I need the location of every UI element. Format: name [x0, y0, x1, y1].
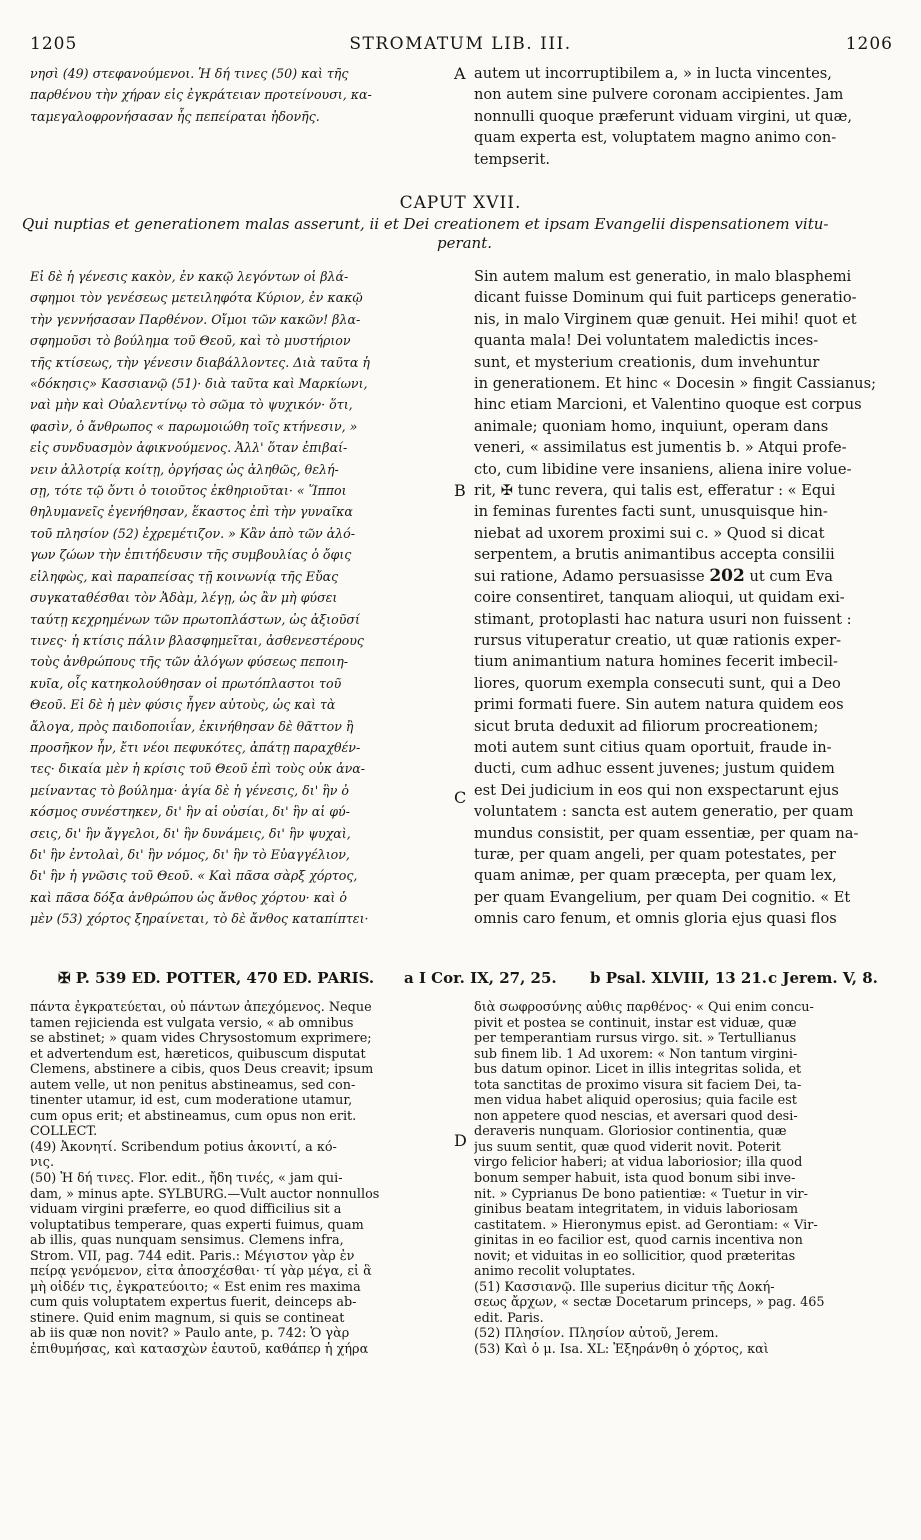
latin-line: liores, quorum exempla consecuti sunt, qui a Deo: [474, 674, 841, 692]
reference-c: c Jerem. V, 8.: [768, 969, 878, 987]
footnote-line: (51) Κασσιανῷ. Ille superius dicitur τῆς Δοκή-: [474, 1279, 775, 1295]
latin-line: tempserit.: [474, 150, 550, 168]
greek-line: τοῦ πλησίον (52) ἐχρεμέτιζον. » Κἂν ἀπὸ τῶν ἀλό-: [30, 525, 355, 541]
footnote-line: bus datum opinor. Licet in illis integritas solida, et: [474, 1062, 802, 1078]
reference-a: a I Cor. IX, 27, 25.: [404, 969, 557, 987]
footnote-line: ginibus beatam integritatem, in viduis laboriosam: [474, 1202, 799, 1218]
footnote-line: virgo felicior haberi; at vidua laboriosior; illa quod: [474, 1155, 803, 1171]
page-number-left: 1205: [30, 34, 78, 54]
greek-line: νειν ἀλλοτρίᾳ κοίτῃ, ὀργήσας ὡς ἀληθῶς, θελή-: [30, 461, 339, 477]
greek-line: τινες· ἡ κτίσις πάλιν βλασφημεῖται, ἀσθενεστέρους: [30, 632, 364, 648]
latin-line: rit, ✠ tunc revera, qui talis est, efferatur : « Equi: [474, 482, 836, 500]
latin-line: voluntatem : sancta est autem generatio, per quam: [474, 803, 854, 821]
latin-line: ducti, cum adhuc essent juvenes; justum quidem: [474, 760, 835, 778]
latin-line: quam experta est, voluptatem magno animo con-: [474, 129, 837, 147]
footnote-line: sub finem lib. 1 Ad uxorem: « Non tantum virgini-: [474, 1046, 798, 1062]
footnote-line: (50) Ἡ δή τινες. Flor. edit., ἤδη τινές, « jam qui-: [30, 1171, 343, 1187]
latin-line: [474, 566, 894, 587]
top-greek-column: [30, 63, 458, 127]
footnote-line: ginitas in eo facilior est, quod carnis incentiva non: [474, 1233, 803, 1249]
latin-line: tium animantium natura homines fecerit imbecil-: [474, 653, 838, 671]
margin-marker-a: A: [454, 64, 466, 83]
chapter-title: CAPUT XVII.: [399, 193, 522, 213]
margin-marker-c: C: [454, 788, 467, 807]
latin-line: rursus vituperatur creatio, ut quæ rationis exper-: [474, 631, 842, 649]
footnote-line: Strom. VII, pag. 744 edit. Paris.: Μέγιστον γὰρ ἐν: [30, 1248, 355, 1264]
footnote-line: per temperantiam rursus virgo. sit. » Tertullianus: [474, 1031, 797, 1047]
latin-line: est Dei judicium in eos qui non exspectarunt ejus: [474, 781, 839, 799]
footnote-line: ab iis quæ non novit? » Paulo ante, p. 742: Ὁ γὰρ: [30, 1326, 350, 1342]
footnote-line: διὰ σωφροσύνης αὖθις παρθένος· « Qui enim concu-: [474, 1000, 814, 1015]
footnote-line: voluptatibus temperare, quas experti fuimus, quam: [30, 1217, 364, 1233]
footnote-line: Clemens, abstinere a cibis, quos Deus creavit; ipsum: [30, 1062, 374, 1078]
greek-line: δι' ἣν ἐντολαὶ, δι' ἣν νόμος, δι' ἣν τὸ Εὐαγγέλιον,: [30, 846, 350, 862]
greek-line: σφημοῦσι τὸ βούλημα τοῦ Θεοῦ, καὶ τὸ μυστήριον: [30, 333, 351, 349]
greek-line: μείναντας τὸ βούλημα· ἁγία δὲ ἡ γένεσις, δι' ἣν ὁ: [30, 782, 349, 798]
greek-line: Θεοῦ. Εἰ δὲ ἡ μὲν φύσις ἦγεν αὐτοὺς, ὡς καὶ τὰ: [30, 697, 336, 713]
latin-line: mundus consistit, per quam essentiæ, per quam na-: [474, 824, 859, 842]
greek-line: τὴν γεννήσασαν Παρθένον. Οἴμοι τῶν κακῶν! βλα-: [30, 311, 361, 327]
margin-marker-d: D: [454, 1131, 467, 1150]
greek-line: καὶ πᾶσα δόξα ἀνθρώπου ὡς ἄνθος χόρτου· καὶ ὁ: [30, 889, 347, 905]
greek-line: Εἰ δὲ ἡ γένεσις κακὸν, ἐν κακῷ λεγόντων οἱ βλά-: [30, 269, 349, 284]
greek-line: τες· δικαία μὲν ἡ κρίσις τοῦ Θεοῦ ἐπὶ τοὺς οὐκ ἀνα-: [30, 761, 366, 777]
latin-line: in feminas furentes facti sunt, unusquisque hin-: [474, 503, 828, 521]
main-latin-column: [474, 266, 894, 930]
latin-line: autem ut incorruptibilem a, » in lucta vincentes,: [474, 65, 832, 82]
latin-line: primi formati fuere. Sin autem natura quidem eos: [474, 696, 844, 714]
latin-line: sunt, et mysterium creationis, dum invehuntur: [474, 353, 820, 371]
page-number-right: 1206: [845, 34, 893, 54]
footnote-line: edit. Paris.: [474, 1310, 544, 1326]
footnote-line: stinere. Quid enim magnum, si quis se contineat: [30, 1310, 345, 1326]
greek-line: νησὶ (49) στεφανούμενοι. Ἡ δή τινες (50) καὶ τῆς: [30, 66, 349, 81]
latin-line: non autem sine pulvere coronam accipientes. Jam: [474, 86, 844, 104]
latin-line: veneri, « assimilatus est jumentis b. » Atqui profe-: [474, 439, 847, 457]
footnote-line: ab illis, quas nunquam sensimus. Clemens infra,: [30, 1233, 344, 1249]
greek-line: συγκαταθέσθαι τὸν Ἀδὰμ, λέγῃ, ὡς ἂν μὴ φύσει: [30, 590, 338, 606]
footnote-line: viduam virgini præferre, eo quod difficilius sit a: [30, 1202, 342, 1218]
footnote-line: cum opus erit; et abstineamus, cum opus non erit.: [30, 1108, 357, 1124]
latin-line: turæ, per quam angeli, per quam potestates, per: [474, 845, 836, 863]
running-title: STROMATUM LIB. III.: [349, 34, 572, 54]
margin-marker-b: B: [454, 481, 466, 500]
footnote-line: πείρᾳ γενόμενον, εἶτα ἀποσχέσθαι· τί γὰρ μέγα, εἰ ἃ: [30, 1264, 372, 1280]
main-greek-column: [30, 266, 458, 930]
footnote-line: animo recolit voluptates.: [474, 1264, 636, 1280]
footnote-line: μὴ οἶδέν τις, ἐγκρατεύοιτο; « Est enim res maxima: [30, 1279, 361, 1295]
latin-line: omnis caro fenum, et omnis gloria ejus quasi flos: [474, 910, 837, 928]
footnote-line: cum quis voluptatem expertus fuerit, deinceps ab-: [30, 1295, 357, 1311]
potter-page-number: 202: [709, 565, 745, 586]
latin-line: hinc etiam Marcioni, et Valentino quoque est corpus: [474, 396, 862, 414]
greek-line: εἰς συνδυασμὸν ἀφικνούμενος. Ἀλλ' ὅταν ἐπιβαί-: [30, 440, 348, 456]
footnote-line: πάντα ἐγκρατεύεται, οὐ πάντων ἀπεχόμενος. Neque: [30, 1000, 372, 1015]
footnote-line: castitatem. » Hieronymus epist. ad Gerontiam: « Vir-: [474, 1217, 818, 1233]
footnotes-left-column: [30, 1000, 460, 1358]
greek-line: παρθένου τὴν χήραν εἰς ἐγκράτειαν προτείνουσι, κα-: [30, 87, 372, 103]
greek-line: σεις, δι' ἣν ἄγγελοι, δι' ἣν δυνάμεις, δι' ἣν ψυχαὶ,: [30, 825, 351, 841]
latin-line: dicant fuisse Dominum qui fuit particeps generatio-: [474, 289, 857, 307]
footnote-line: et advertendum est, hæreticos, quibuscum disputat: [30, 1046, 366, 1062]
chapter-summary-line-2: perant.: [436, 234, 493, 252]
latin-line: stimant, protoplasti hac natura usuri non fuissent :: [474, 610, 852, 628]
footnote-line: men vidua habet aliquid operosius; quia facile est: [474, 1093, 797, 1109]
greek-line: φασὶν, ὁ ἄνθρωπος « παρωμοιώθη τοῖς κτήνεσιν, »: [30, 418, 358, 434]
greek-line: εἰληφὼς, καὶ παραπείσας τῇ κοινωνίᾳ τῆς Εὔας: [30, 568, 339, 584]
footnote-line: novit; et viduitas in eo sollicitior, quod præteritas: [474, 1248, 796, 1264]
greek-line: μὲν (53) χόρτος ξηραίνεται, τὸ δὲ ἄνθος καταπίπτει·: [30, 911, 369, 927]
footnote-line: tamen rejicienda est vulgata versio, « ab omnibus: [30, 1015, 354, 1031]
footnote-line: dam, » minus apte. SYLBURG.—Vult auctor nonnullos: [30, 1186, 380, 1202]
footnote-line: σεως ἄρχων, « sectæ Docetarum princeps, » pag. 465: [474, 1295, 825, 1311]
footnote-line: (52) Πλησίον. Πλησίον αὐτοῦ, Jerem.: [474, 1326, 719, 1342]
latin-line: animale; quoniam homo, inquiunt, operam dans: [474, 417, 829, 435]
latin-line: cto, cum libidine vere insaniens, aliena inire volue-: [474, 460, 852, 478]
greek-line: ταμεγαλοφρονήσασαν ἧς πεπείραται ἡδονῆς.: [30, 108, 320, 124]
greek-line: σφημοι τὸν γενέσεως μετειληφότα Κύριον, ἐν κακῷ: [30, 290, 363, 306]
greek-line: γων ζώων τὴν ἐπιτήδευσιν τῆς συμβουλίας ὁ ὄφις: [30, 547, 352, 563]
greek-line: προσῆκον ἦν, ἔτι νέοι πεφυκότες, ἀπάτῃ παραχθέν-: [30, 739, 361, 755]
top-latin-column: [474, 63, 894, 170]
reference-b: b Psal. XLVIII, 13 21.: [590, 969, 768, 987]
greek-line: ἄλογα, πρὸς παιδοποιΐαν, ἐκινήθησαν δὲ θᾶττον ἢ: [30, 718, 354, 734]
running-header: [0, 34, 921, 56]
latin-line: Sin autem malum est generatio, in malo blasphemi: [474, 268, 852, 285]
greek-line: ναὶ μὴν καὶ Οὐαλεντίνῳ τὸ σῶμα τὸ ψυχικόν· ὅτι,: [30, 397, 353, 413]
footnote-line: COLLECT.: [30, 1124, 98, 1140]
footnote-line: nit. » Cyprianus De bono patientiæ: « Tuetur in vir-: [474, 1186, 808, 1202]
footnote-line: νις.: [30, 1155, 55, 1171]
greek-line: θηλυμανεῖς ἐγενήθησαν, ἕκαστος ἐπὶ τὴν γυναῖκα: [30, 504, 353, 520]
edition-reference: ✠ P. 539 ED. POTTER, 470 ED. PARIS.: [58, 969, 375, 987]
greek-line: «δόκησις» Κασσιανῷ (51)· διὰ ταῦτα καὶ Μαρκίωνι,: [30, 376, 368, 392]
latin-line: moti autem sunt citius quam oportuit, fraude in-: [474, 738, 832, 756]
greek-line: σῃ, τότε τῷ ὄντι ὁ τοιοῦτος ἐκθηριοῦται· « Ἵπποι: [30, 483, 347, 499]
footnote-line: bonum semper habuit, ista quod bonum sibi inve-: [474, 1171, 796, 1187]
footnote-line: pivit et postea se continuit, instar est viduæ, quæ: [474, 1015, 797, 1031]
greek-line: δι' ἣν ἡ γνῶσις τοῦ Θεοῦ. « Καὶ πᾶσα σὰρξ χόρτος,: [30, 868, 358, 884]
latin-line-head: sui ratione, Adamo persuasisse: [474, 567, 705, 585]
latin-line: in generationem. Et hinc « Docesin » fingit Cassianus;: [474, 375, 876, 393]
latin-line: coire consentiret, tanquam alioqui, ut quidam exi-: [474, 589, 845, 607]
chapter-summary-line-1: Qui nuptias et generationem malas asserunt, ii et Dei creationem et ipsam Evangelii dispensationem vitu-: [22, 215, 829, 233]
footnote-line: jus suum sentit, quæ quod viderit novit. Poterit: [474, 1139, 781, 1155]
latin-line-tail: ut cum Eva: [749, 567, 834, 585]
footnote-line: ἐπιθυμήσας, καὶ κατασχὼν ἑαυτοῦ, καθάπερ ἡ χήρα: [30, 1342, 369, 1358]
chapter-summary: [22, 215, 907, 253]
greek-line: ταύτῃ κεχρημένων τῶν πρωτοπλάστων, ὡς ἀξιοῦσί: [30, 611, 360, 627]
footnote-line: (53) Καὶ ὁ μ. Isa. XL: Ἐξηράνθη ὁ χόρτος, καὶ: [474, 1342, 769, 1358]
footnote-line: tinenter utamur, id est, cum moderatione utamur,: [30, 1093, 353, 1109]
footnote-line: se abstinet; » quam vides Chrysostomum exprimere;: [30, 1031, 372, 1047]
footnote-line: (49) Ἀκονητί. Scribendum potius ἀκονιτί, a κό-: [30, 1139, 337, 1155]
footnote-line: autem velle, ut non penitus abstineamus, sed con-: [30, 1077, 356, 1093]
footnote-line: non appetere quod nescias, et aversari quod desi-: [474, 1108, 798, 1124]
greek-line: τοὺς ἀνθρώπους τῆς τῶν ἀλόγων φύσεως πεποιη-: [30, 654, 349, 670]
greek-line: κόσμος συνέστηκεν, δι' ἣν αἱ οὐσίαι, δι' ἣν αἱ φύ-: [30, 804, 350, 820]
footnotes-right-column: [474, 1000, 894, 1358]
greek-line: κυῖα, οἷς κατηκολούθησαν οἱ πρωτόπλαστοι τοῦ: [30, 675, 342, 691]
latin-line: per quam Evangelium, per quam Dei cognitio. « Et: [474, 888, 851, 906]
latin-line: quanta mala! Dei voluntatem maledictis inces-: [474, 332, 819, 350]
latin-line: nonnulli quoque præferunt viduam virgini, ut quæ,: [474, 107, 852, 125]
latin-line: quam animæ, per quam præcepta, per quam lex,: [474, 867, 837, 885]
footnote-line: tota sanctitas de proximo visura sit faciem Dei, ta-: [474, 1077, 802, 1093]
latin-line: niebat ad uxorem proximi sui c. » Quod si dicat: [474, 524, 825, 542]
latin-line: nis, in malo Virginem quæ genuit. Hei mihi! quot et: [474, 310, 857, 328]
greek-line: τῆς κτίσεως, τὴν γένεσιν διαβάλλοντες. Διὰ ταῦτα ἡ: [30, 354, 370, 370]
latin-line: serpentem, a brutis animantibus accepta consilii: [474, 546, 835, 564]
footnote-line: deraveris nunquam. Gloriosior continentia, quæ: [474, 1124, 787, 1140]
latin-line: sicut bruta deduxit ad filiorum procreationem;: [474, 717, 819, 735]
